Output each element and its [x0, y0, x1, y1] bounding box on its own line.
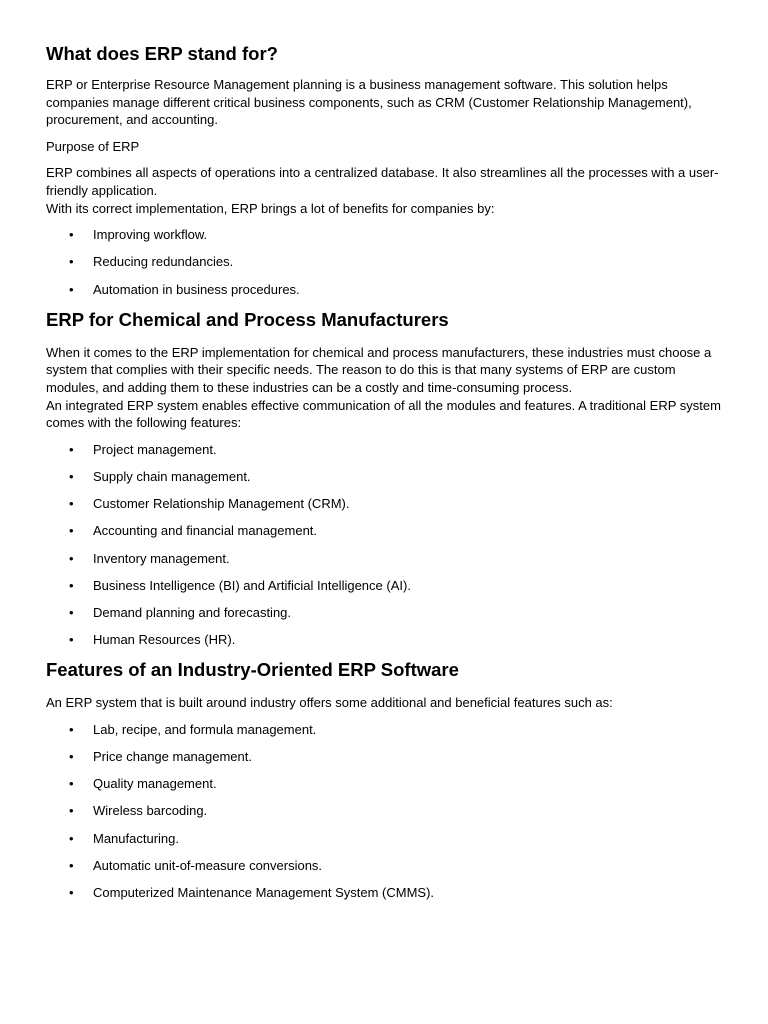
bullet-icon: • — [69, 803, 74, 819]
bullet-icon: • — [69, 830, 74, 846]
list-item-text: Customer Relationship Management (CRM). — [93, 496, 350, 512]
bullet-icon: • — [69, 468, 74, 484]
list-item-text: Automatic unit-of-measure conversions. — [93, 857, 323, 873]
list-item — [46, 857, 722, 875]
list-item-text: Improving workflow. — [93, 227, 208, 243]
benefits-list — [46, 226, 722, 298]
bullet-icon: • — [69, 523, 74, 539]
list-item-text: Accounting and financial management. — [93, 523, 318, 539]
bullet-icon: • — [69, 227, 74, 243]
list-item — [46, 281, 722, 299]
list-item-text: Project management. — [93, 441, 217, 457]
industry-features-list — [46, 721, 722, 902]
paragraph-erp-definition: ERP or Enterprise Resource Management planning is a business management software. This solution helps companies manage different critical business components, such as CRM (Customer Relationship Management), procurement, and accounting. — [46, 77, 692, 128]
list-item — [46, 802, 722, 820]
paragraph-erp-combines: ERP combines all aspects of operations into a centralized database. It also streamlines all the processes with a user-friendly application. — [46, 165, 719, 199]
bullet-icon: • — [69, 496, 74, 512]
list-item-text: Inventory management. — [93, 550, 230, 566]
list-item-text: Demand planning and forecasting. — [93, 604, 292, 620]
list-item-text: Supply chain management. — [93, 468, 251, 484]
list-item — [46, 550, 722, 568]
bullet-icon: • — [69, 721, 74, 737]
list-item — [46, 577, 722, 595]
traditional-features-list — [46, 441, 722, 649]
list-item — [46, 495, 722, 513]
list-item — [46, 604, 722, 622]
bullet-icon: • — [69, 632, 74, 648]
list-item — [46, 884, 722, 902]
bullet-icon: • — [69, 577, 74, 593]
list-item-text: Price change management. — [93, 749, 252, 765]
list-item-text: Wireless barcoding. — [93, 803, 208, 819]
list-item — [46, 468, 722, 486]
list-item — [46, 631, 722, 649]
list-item-text: Automation in business procedures. — [93, 281, 300, 297]
paragraph-purpose-of-erp: Purpose of ERP — [46, 138, 140, 154]
paragraph-industry-features-intro: An ERP system that is built around industry offers some additional and beneficial features such as: — [46, 695, 613, 711]
bullet-icon: • — [69, 857, 74, 873]
list-item — [46, 441, 722, 459]
list-item-text: Manufacturing. — [93, 830, 179, 846]
list-item-text: Lab, recipe, and formula management. — [93, 721, 317, 737]
list-item — [46, 253, 722, 271]
bullet-icon: • — [69, 749, 74, 765]
paragraph-integrated-erp: An integrated ERP system enables effective communication of all the modules and features. A traditional ERP system comes with the following features: — [46, 397, 721, 431]
list-item — [46, 721, 722, 739]
list-item — [46, 522, 722, 540]
bullet-icon: • — [69, 254, 74, 270]
bullet-icon: • — [69, 604, 74, 620]
list-item-text: Business Intelligence (BI) and Artificial Intelligence (AI). — [93, 577, 411, 593]
bullet-icon: • — [69, 441, 74, 457]
paragraph-chemical-process-intro: When it comes to the ERP implementation for chemical and process manufacturers, these industries must choose a system that complies with their specific needs. The reason to do this is that many systems of ERP are custom modules, and adding them to these industries can be a costly and time-consuming process. — [46, 344, 712, 395]
bullet-icon: • — [69, 550, 74, 566]
list-item — [46, 775, 722, 793]
list-item-text: Computerized Maintenance Management System (CMMS). — [93, 885, 435, 901]
list-item — [46, 226, 722, 244]
section-heading-industry-features: Features of an Industry-Oriented ERP Software — [46, 659, 459, 681]
paragraph-erp-benefits-intro: With its correct implementation, ERP brings a lot of benefits for companies by: — [46, 200, 495, 216]
list-item — [46, 748, 722, 766]
list-item-text: Quality management. — [93, 776, 217, 792]
list-item — [46, 830, 722, 848]
bullet-icon: • — [69, 281, 74, 297]
bullet-icon: • — [69, 885, 74, 901]
bullet-icon: • — [69, 776, 74, 792]
section-heading-chemical-process: ERP for Chemical and Process Manufacturers — [46, 308, 449, 330]
list-item-text: Human Resources (HR). — [93, 632, 236, 648]
section-heading-erp-definition: What does ERP stand for? — [46, 43, 278, 64]
list-item-text: Reducing redundancies. — [93, 254, 234, 270]
